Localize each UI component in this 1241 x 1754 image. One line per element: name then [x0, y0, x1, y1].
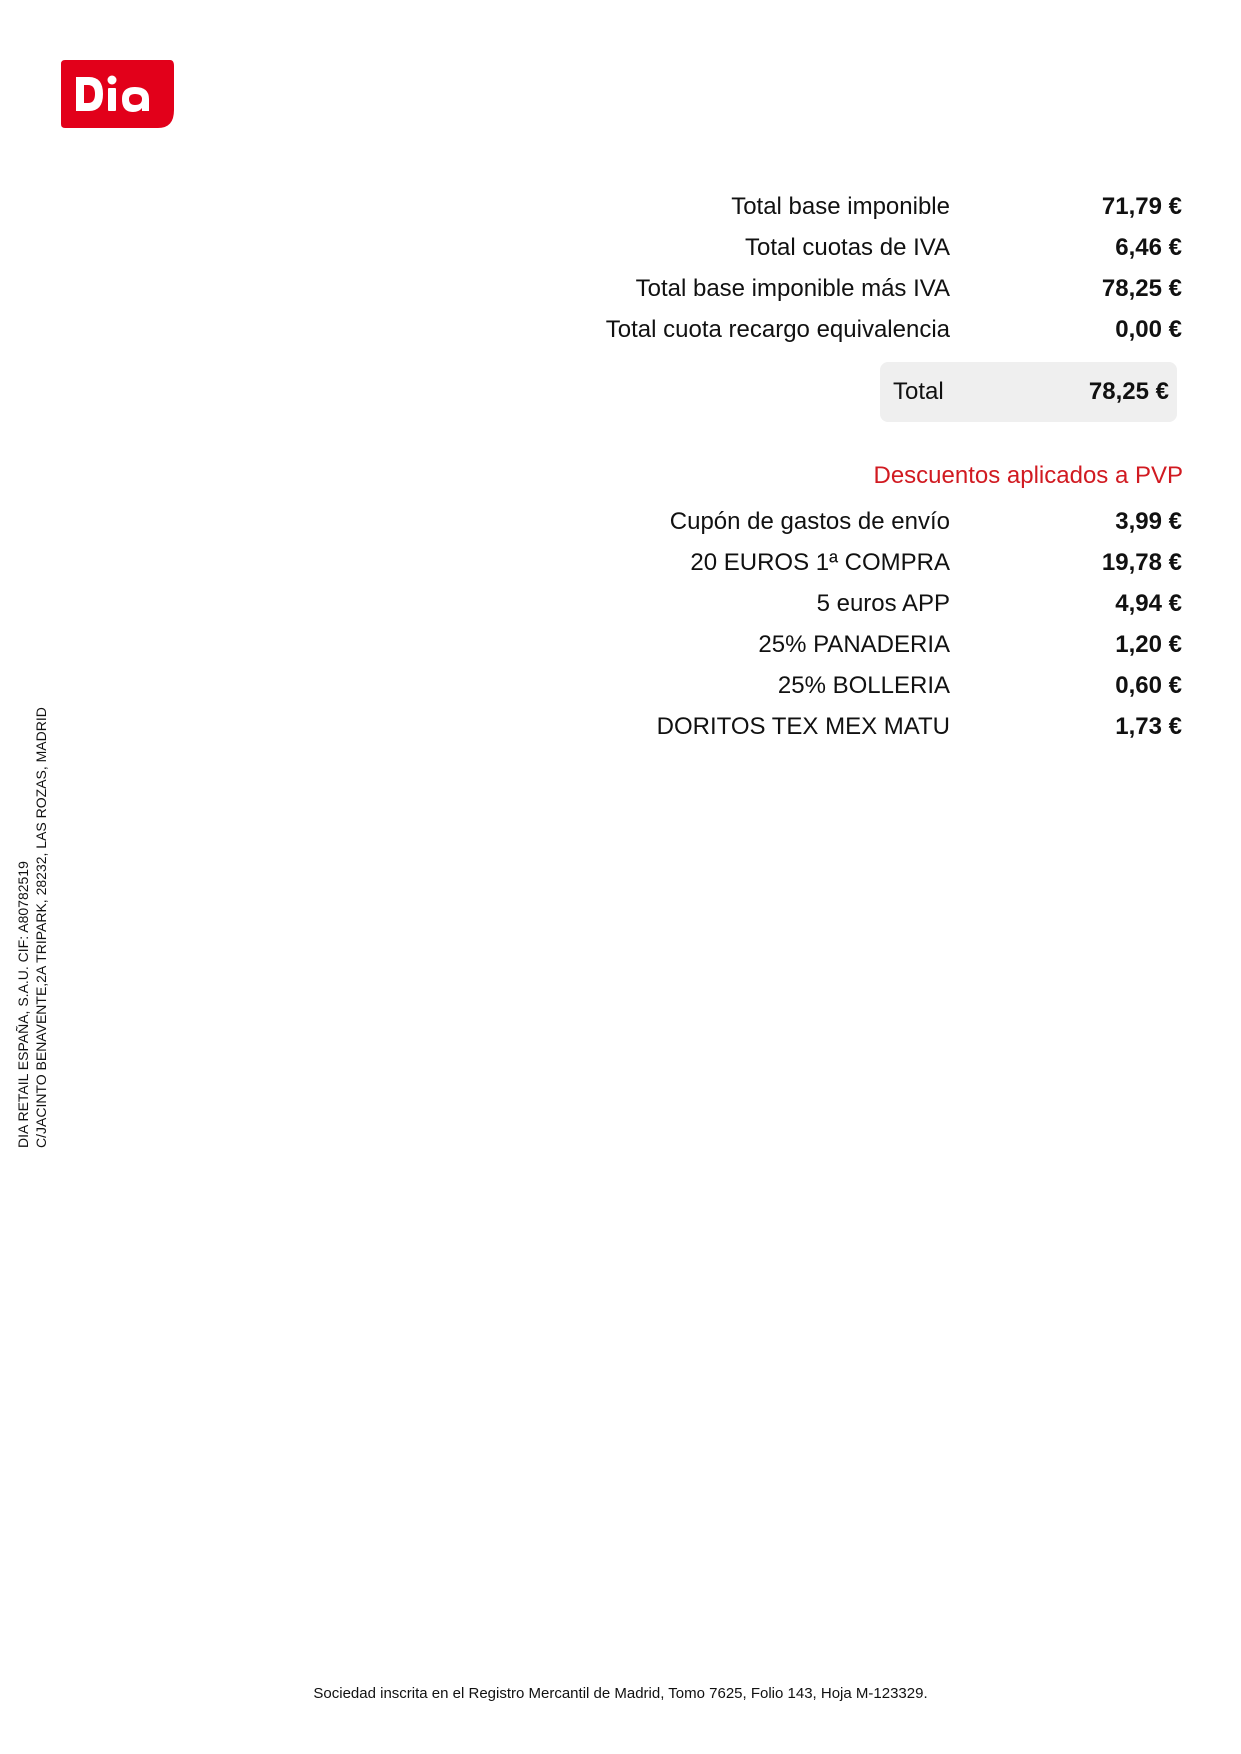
discount-row	[540, 706, 1190, 747]
total-value: 78,25 €	[1088, 378, 1169, 405]
discount-value: 1,73 €	[1115, 713, 1182, 740]
discount-value: 0,60 €	[1115, 672, 1182, 699]
discount-label: 25% PANADERIA	[758, 631, 950, 658]
dia-logo-icon	[59, 58, 176, 130]
summary-value: 0,00 €	[1115, 316, 1182, 343]
discount-row	[540, 665, 1190, 706]
summary-value: 78,25 €	[1101, 275, 1182, 302]
total-label: Total	[893, 378, 944, 405]
company-info-vertical	[14, 707, 50, 1148]
tax-summary	[540, 186, 1190, 350]
discount-value: 4,94 €	[1115, 590, 1182, 617]
summary-row-base-imponible	[540, 186, 1190, 227]
dia-logo	[59, 58, 176, 130]
summary-row-recargo-equivalencia	[540, 309, 1190, 350]
discount-label: 20 EUROS 1ª COMPRA	[690, 549, 950, 576]
discount-row	[540, 583, 1190, 624]
summary-label: Total base imponible	[731, 193, 950, 220]
discount-row	[540, 542, 1190, 583]
discount-value: 1,20 €	[1115, 631, 1182, 658]
summary-label: Total cuotas de IVA	[744, 234, 950, 261]
discount-value: 3,99 €	[1115, 508, 1182, 535]
footer-registry-text: Sociedad inscrita en el Registro Mercantil de Madrid, Tomo 7625, Folio 143, Hoja M-123329.	[313, 1685, 928, 1702]
discount-label: Cupón de gastos de envío	[669, 508, 950, 535]
discount-label: 5 euros APP	[816, 590, 950, 617]
summary-label: Total base imponible más IVA	[635, 275, 950, 302]
summary-value: 71,79 €	[1101, 193, 1182, 220]
company-info-line2: C/JACINTO BENAVENTE,2A TRIPARK, 28232, LAS ROZAS, MADRID	[33, 707, 49, 1148]
summary-value: 6,46 €	[1115, 234, 1182, 261]
discount-row	[540, 624, 1190, 665]
summary-row-base-mas-iva	[540, 268, 1190, 309]
discounts-list	[540, 501, 1190, 747]
total-box	[880, 362, 1177, 422]
discount-label: 25% BOLLERIA	[777, 672, 950, 699]
discounts-title: Descuentos aplicados a PVP	[873, 462, 1183, 489]
discount-label: DORITOS TEX MEX MATU	[656, 713, 950, 740]
summary-row-cuotas-iva	[540, 227, 1190, 268]
company-info-line1: DIA RETAIL ESPAÑA, S.A.U. CIF: A80782519	[15, 861, 31, 1148]
discount-value: 19,78 €	[1101, 549, 1182, 576]
discount-row	[540, 501, 1190, 542]
summary-label: Total cuota recargo equivalencia	[605, 316, 950, 343]
